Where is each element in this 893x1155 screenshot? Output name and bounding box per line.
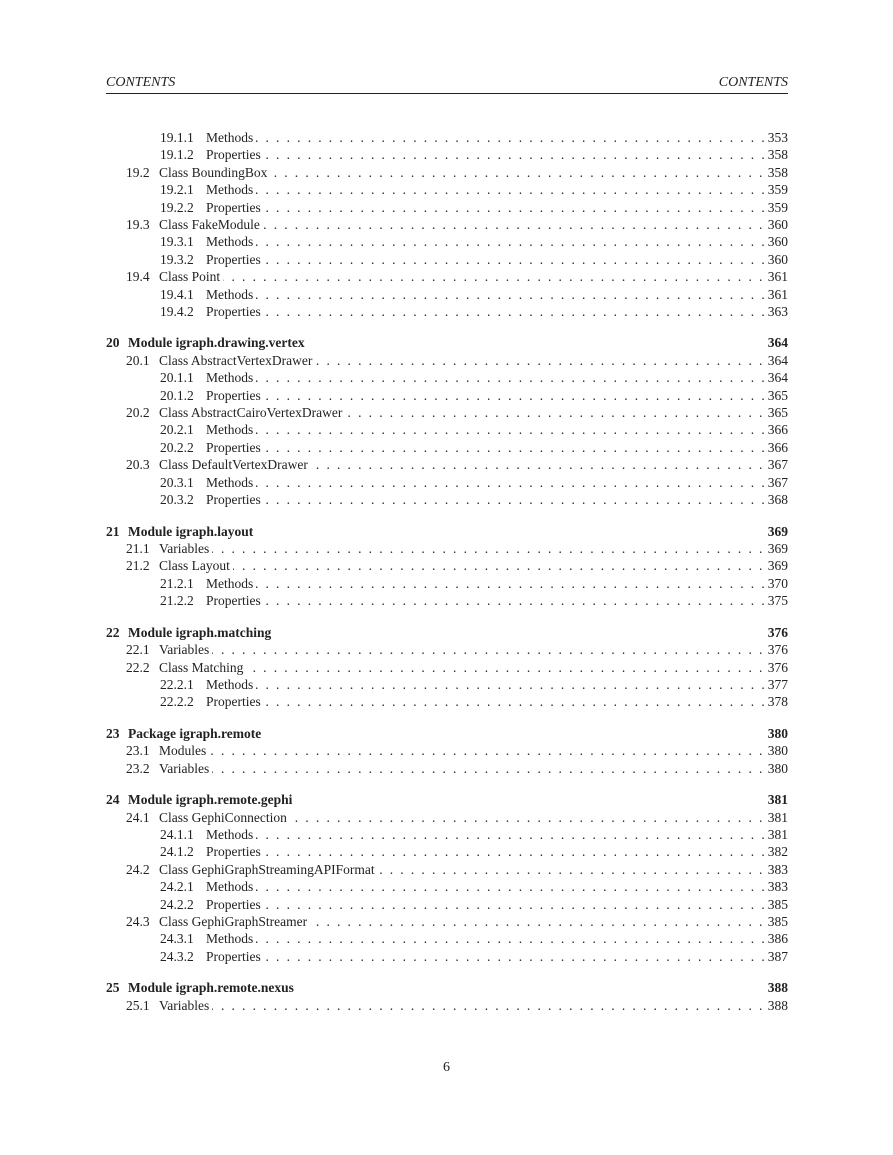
toc-chapter-entry[interactable]	[106, 791, 788, 808]
toc-entry-page: 353	[764, 129, 788, 146]
toc-entry-number: 19.3.1	[160, 234, 194, 250]
toc-entry-title: Properties	[206, 387, 261, 403]
toc-entry-title: Class GephiGraphStreamingAPIFormat	[159, 861, 375, 877]
toc-section-entry[interactable]	[106, 742, 788, 759]
toc-entry-page: 377	[764, 676, 788, 693]
toc-entry-title: Modules	[159, 743, 207, 759]
toc-entry-label	[126, 913, 310, 930]
toc-entry-page: 358	[764, 164, 788, 181]
toc-entry-number: 19.2	[126, 164, 150, 180]
header-left-title: CONTENTS	[106, 75, 176, 90]
toc-entry-page: 367	[764, 456, 788, 473]
toc-entry-page: 385	[764, 896, 788, 913]
toc-entry-title: Methods	[206, 931, 254, 947]
toc-entry-page: 380	[764, 725, 788, 742]
toc-entry-title: Class FakeModule	[159, 216, 260, 232]
toc-entry-label	[160, 233, 256, 250]
dot-leader	[126, 742, 788, 759]
toc-entry-page: 388	[764, 979, 788, 996]
toc-entry-number: 24.2.1	[160, 879, 194, 895]
toc-section-entry[interactable]	[106, 997, 788, 1014]
toc-entry-label	[126, 742, 209, 759]
toc-entry-page: 376	[764, 659, 788, 676]
toc-entry-title: Methods	[206, 827, 254, 842]
toc-entry-title: Properties	[206, 199, 261, 215]
toc-entry-title: Properties	[206, 251, 261, 267]
toc-entry-label	[126, 760, 212, 777]
toc-entry-number: 24.3	[126, 913, 150, 929]
toc-section-entry[interactable]	[106, 557, 788, 574]
toc-entry-page: 383	[764, 861, 788, 878]
toc-entry-label	[160, 421, 256, 438]
toc-section-entry[interactable]	[106, 456, 788, 473]
toc-entry-label	[126, 404, 345, 421]
toc-entry-page: 383	[764, 878, 788, 895]
toc-entry-number: 21.1	[126, 540, 150, 556]
toc-subsection-entry[interactable]	[106, 676, 788, 693]
toc-entry-number: 25	[106, 980, 120, 996]
toc-entry-title: Class BoundingBox	[159, 164, 268, 180]
toc-entry-title: Properties	[206, 147, 261, 163]
toc-entry-number: 19.2.1	[160, 182, 194, 198]
toc-entry-page: 364	[764, 352, 788, 369]
toc-entry-page: 366	[764, 439, 788, 456]
toc-entry-page: 380	[764, 742, 788, 759]
toc-subsection-entry[interactable]	[106, 369, 788, 386]
toc-entry-number: 20.3.2	[160, 492, 194, 507]
toc-subsection-entry[interactable]	[106, 592, 788, 609]
toc-section-entry[interactable]	[106, 861, 788, 878]
toc-entry-number: 24.3.2	[160, 948, 194, 964]
toc-entry-page: 359	[764, 199, 788, 216]
toc-entry-label	[126, 997, 212, 1014]
toc-section-entry[interactable]	[106, 404, 788, 421]
toc-entry-title: Properties	[206, 492, 261, 507]
toc-entry-label	[160, 592, 264, 609]
toc-entry-page: 381	[764, 809, 788, 826]
toc-entry-page: 369	[764, 523, 788, 540]
toc-subsection-entry[interactable]	[106, 199, 788, 216]
toc-chapter-entry[interactable]	[106, 334, 788, 351]
toc-entry-label	[126, 268, 223, 285]
toc-subsection-entry[interactable]	[106, 826, 788, 843]
toc-entry-number: 22.1	[126, 642, 150, 658]
running-header	[106, 75, 788, 94]
toc-entry-label	[160, 387, 264, 404]
toc-entry-label	[126, 164, 270, 181]
toc-entry-number: 25.1	[126, 997, 150, 1013]
toc-entry-page: 364	[764, 334, 788, 351]
toc-entry-page: 367	[764, 474, 788, 491]
toc-entry-title: Module igraph.remote.nexus	[128, 980, 294, 996]
toc-entry-label	[106, 725, 264, 742]
toc-entry-number: 21	[106, 523, 120, 539]
toc-entry-page: 360	[764, 216, 788, 233]
dot-leader	[126, 268, 788, 285]
toc-chapter-entry[interactable]	[106, 523, 788, 540]
toc-entry-label	[160, 181, 256, 198]
toc-entry-title: Properties	[206, 694, 261, 710]
toc-entry-label	[160, 474, 256, 491]
toc-entry-page: 359	[764, 181, 788, 198]
toc-section-entry[interactable]	[106, 164, 788, 181]
toc-section-entry[interactable]	[106, 216, 788, 233]
toc-entry-label	[126, 557, 233, 574]
toc-entry-title: Module igraph.matching	[128, 624, 272, 640]
toc-entry-page: 360	[764, 251, 788, 268]
dot-leader	[126, 997, 788, 1014]
toc-subsection-entry[interactable]	[106, 491, 788, 508]
toc-entry-label	[106, 979, 297, 996]
toc-entry-title: Variables	[159, 997, 210, 1013]
toc-entry-number: 23	[106, 725, 120, 741]
toc-entry-number: 20.1.2	[160, 387, 194, 403]
toc-entry-page: 364	[764, 369, 788, 386]
toc-entry-number: 21.2.2	[160, 593, 194, 609]
toc-entry-page: 358	[764, 146, 788, 163]
toc-subsection-entry[interactable]	[106, 843, 788, 860]
toc-entry-page: 381	[764, 826, 788, 843]
toc-entry-number: 24.1	[126, 809, 150, 825]
toc-subsection-entry[interactable]	[106, 146, 788, 163]
toc-entry-label	[126, 456, 311, 473]
toc-chapter-entry[interactable]	[106, 979, 788, 996]
toc-entry-label	[160, 129, 256, 146]
toc-entry-label	[126, 641, 212, 658]
toc-chapter-entry[interactable]	[106, 725, 788, 742]
toc-subsection-entry[interactable]	[106, 439, 788, 456]
toc-entry-page: 382	[764, 843, 788, 860]
toc-entry-number: 20	[106, 335, 120, 351]
toc-entry-title: Class Matching	[159, 659, 244, 675]
toc-entry-page: 370	[764, 575, 788, 592]
toc-entry-title: Methods	[206, 130, 254, 145]
toc-subsection-entry[interactable]	[106, 129, 788, 146]
toc-subsection-entry[interactable]	[106, 303, 788, 320]
toc-subsection-entry[interactable]	[106, 878, 788, 895]
toc-entry-page: 386	[764, 930, 788, 947]
toc-entry-page: 361	[764, 268, 788, 285]
toc-section-entry[interactable]	[106, 268, 788, 285]
toc-entry-number: 20.3	[126, 457, 150, 473]
toc-entry-title: Module igraph.remote.gephi	[128, 792, 293, 808]
toc-entry-page: 361	[764, 286, 788, 303]
toc-entry-number: 19.3.2	[160, 251, 194, 267]
toc-entry-title: Class AbstractVertexDrawer	[159, 352, 313, 368]
toc-entry-label	[160, 146, 264, 163]
toc-entry-number: 19.2.2	[160, 199, 194, 215]
toc-subsection-entry[interactable]	[106, 896, 788, 913]
toc-entry-number: 19.1.1	[160, 130, 194, 145]
toc-entry-title: Methods	[206, 879, 254, 895]
toc-entry-label	[160, 199, 264, 216]
dot-leader	[126, 760, 788, 777]
toc-entry-label	[160, 286, 256, 303]
toc-section-entry[interactable]	[106, 760, 788, 777]
toc-entry-label	[160, 948, 264, 965]
toc-entry-label	[126, 659, 246, 676]
dot-leader	[126, 540, 788, 557]
toc-entry-title: Properties	[206, 439, 261, 455]
toc-entry-number: 19.4	[126, 269, 150, 285]
toc-entry-title: Class GephiGraphStreamer	[159, 913, 308, 929]
toc-entry-title: Variables	[159, 642, 210, 658]
toc-entry-label	[160, 826, 256, 843]
toc-entry-number: 19.4.1	[160, 286, 194, 302]
toc-entry-title: Class AbstractCairoVertexDrawer	[159, 405, 343, 421]
toc-subsection-entry[interactable]	[106, 693, 788, 710]
toc-entry-label	[160, 369, 256, 386]
toc-entry-number: 20.1	[126, 352, 150, 368]
toc-entry-number: 22.2	[126, 659, 150, 675]
toc-entry-title: Methods	[206, 422, 254, 438]
toc-entry-number: 23.2	[126, 760, 150, 776]
toc-entry-page: 365	[764, 404, 788, 421]
toc-subsection-entry[interactable]	[106, 421, 788, 438]
toc-entry-page: 369	[764, 557, 788, 574]
toc-entry-title: Properties	[206, 948, 261, 964]
table-of-contents	[106, 129, 788, 1014]
toc-entry-title: Methods	[206, 286, 254, 302]
toc-entry-page: 366	[764, 421, 788, 438]
toc-entry-number: 19.4.2	[160, 303, 194, 319]
toc-entry-label	[160, 693, 264, 710]
toc-entry-number: 22.2.1	[160, 676, 194, 692]
toc-entry-page: 376	[764, 624, 788, 641]
toc-entry-page: 368	[764, 491, 788, 508]
toc-chapter-entry[interactable]	[106, 624, 788, 641]
toc-entry-number: 20.1.1	[160, 370, 194, 386]
toc-entry-label	[106, 624, 274, 641]
toc-section-entry[interactable]	[106, 540, 788, 557]
toc-entry-label	[126, 809, 290, 826]
toc-entry-number: 19.3	[126, 216, 150, 232]
toc-subsection-entry[interactable]	[106, 948, 788, 965]
toc-entry-number: 24.1.2	[160, 844, 194, 860]
toc-entry-title: Package igraph.remote	[128, 725, 262, 741]
toc-entry-title: Properties	[206, 896, 261, 912]
toc-subsection-entry[interactable]	[106, 286, 788, 303]
toc-entry-title: Class Layout	[159, 558, 230, 574]
toc-entry-label	[160, 878, 256, 895]
toc-subsection-entry[interactable]	[106, 387, 788, 404]
toc-entry-title: Methods	[206, 575, 254, 591]
toc-entry-number: 24.3.1	[160, 931, 194, 947]
header-right-title: CONTENTS	[718, 75, 788, 90]
toc-subsection-entry[interactable]	[106, 930, 788, 947]
toc-entry-label	[160, 896, 264, 913]
toc-entry-number: 24.1.1	[160, 827, 194, 842]
toc-entry-title: Methods	[206, 234, 254, 250]
toc-entry-title: Module igraph.drawing.vertex	[128, 335, 305, 351]
toc-entry-label	[160, 676, 256, 693]
toc-entry-label	[126, 352, 315, 369]
toc-entry-number: 19.1.2	[160, 147, 194, 163]
toc-entry-page: 365	[764, 387, 788, 404]
toc-entry-label	[106, 791, 295, 808]
toc-subsection-entry[interactable]	[106, 233, 788, 250]
toc-subsection-entry[interactable]	[106, 181, 788, 198]
toc-entry-label	[106, 523, 256, 540]
toc-entry-label	[126, 861, 378, 878]
toc-entry-title: Class DefaultVertexDrawer	[159, 457, 308, 473]
toc-entry-label	[160, 930, 256, 947]
toc-entry-page: 388	[764, 997, 788, 1014]
toc-subsection-entry[interactable]	[106, 474, 788, 491]
toc-entry-page: 378	[764, 693, 788, 710]
toc-entry-title: Properties	[206, 593, 261, 609]
toc-entry-label	[106, 334, 308, 351]
toc-entry-page: 369	[764, 540, 788, 557]
toc-entry-title: Methods	[206, 474, 254, 490]
toc-entry-page: 380	[764, 760, 788, 777]
page-number: 6	[443, 1060, 450, 1075]
toc-entry-number: 20.2.1	[160, 422, 194, 438]
toc-entry-label	[126, 540, 212, 557]
toc-section-entry[interactable]	[106, 641, 788, 658]
toc-entry-number: 20.2	[126, 405, 150, 421]
toc-entry-label	[160, 439, 264, 456]
toc-entry-label	[160, 251, 264, 268]
toc-entry-title: Variables	[159, 540, 210, 556]
toc-subsection-entry[interactable]	[106, 251, 788, 268]
toc-entry-label	[160, 843, 264, 860]
toc-entry-page: 375	[764, 592, 788, 609]
toc-entry-number: 24.2.2	[160, 896, 194, 912]
toc-subsection-entry[interactable]	[106, 575, 788, 592]
toc-entry-number: 20.3.1	[160, 474, 194, 490]
toc-section-entry[interactable]	[106, 352, 788, 369]
toc-entry-title: Properties	[206, 303, 261, 319]
toc-section-entry[interactable]	[106, 809, 788, 826]
toc-section-entry[interactable]	[106, 913, 788, 930]
toc-entry-page: 360	[764, 233, 788, 250]
toc-entry-label	[160, 303, 264, 320]
toc-entry-page: 381	[764, 791, 788, 808]
toc-entry-title: Class Point	[159, 269, 221, 285]
toc-entry-title: Module igraph.layout	[128, 523, 254, 539]
toc-entry-number: 23.1	[126, 743, 150, 759]
toc-entry-number: 21.2	[126, 558, 150, 574]
toc-entry-label	[160, 491, 264, 508]
toc-entry-page: 387	[764, 948, 788, 965]
toc-entry-number: 24	[106, 792, 120, 808]
toc-entry-title: Properties	[206, 844, 261, 860]
toc-entry-label	[126, 216, 263, 233]
toc-section-entry[interactable]	[106, 659, 788, 676]
toc-entry-number: 21.2.1	[160, 575, 194, 591]
toc-entry-label	[160, 575, 256, 592]
toc-entry-title: Methods	[206, 370, 254, 386]
toc-entry-number: 24.2	[126, 861, 150, 877]
toc-entry-page: 376	[764, 641, 788, 658]
dot-leader	[126, 641, 788, 658]
toc-entry-number: 20.2.2	[160, 439, 194, 455]
toc-entry-title: Variables	[159, 760, 210, 776]
toc-entry-page: 385	[764, 913, 788, 930]
toc-entry-title: Methods	[206, 676, 254, 692]
toc-entry-title: Methods	[206, 182, 254, 198]
toc-entry-page: 363	[764, 303, 788, 320]
toc-entry-title: Class GephiConnection	[159, 809, 287, 825]
toc-entry-number: 22.2.2	[160, 694, 194, 710]
toc-entry-number: 22	[106, 624, 120, 640]
